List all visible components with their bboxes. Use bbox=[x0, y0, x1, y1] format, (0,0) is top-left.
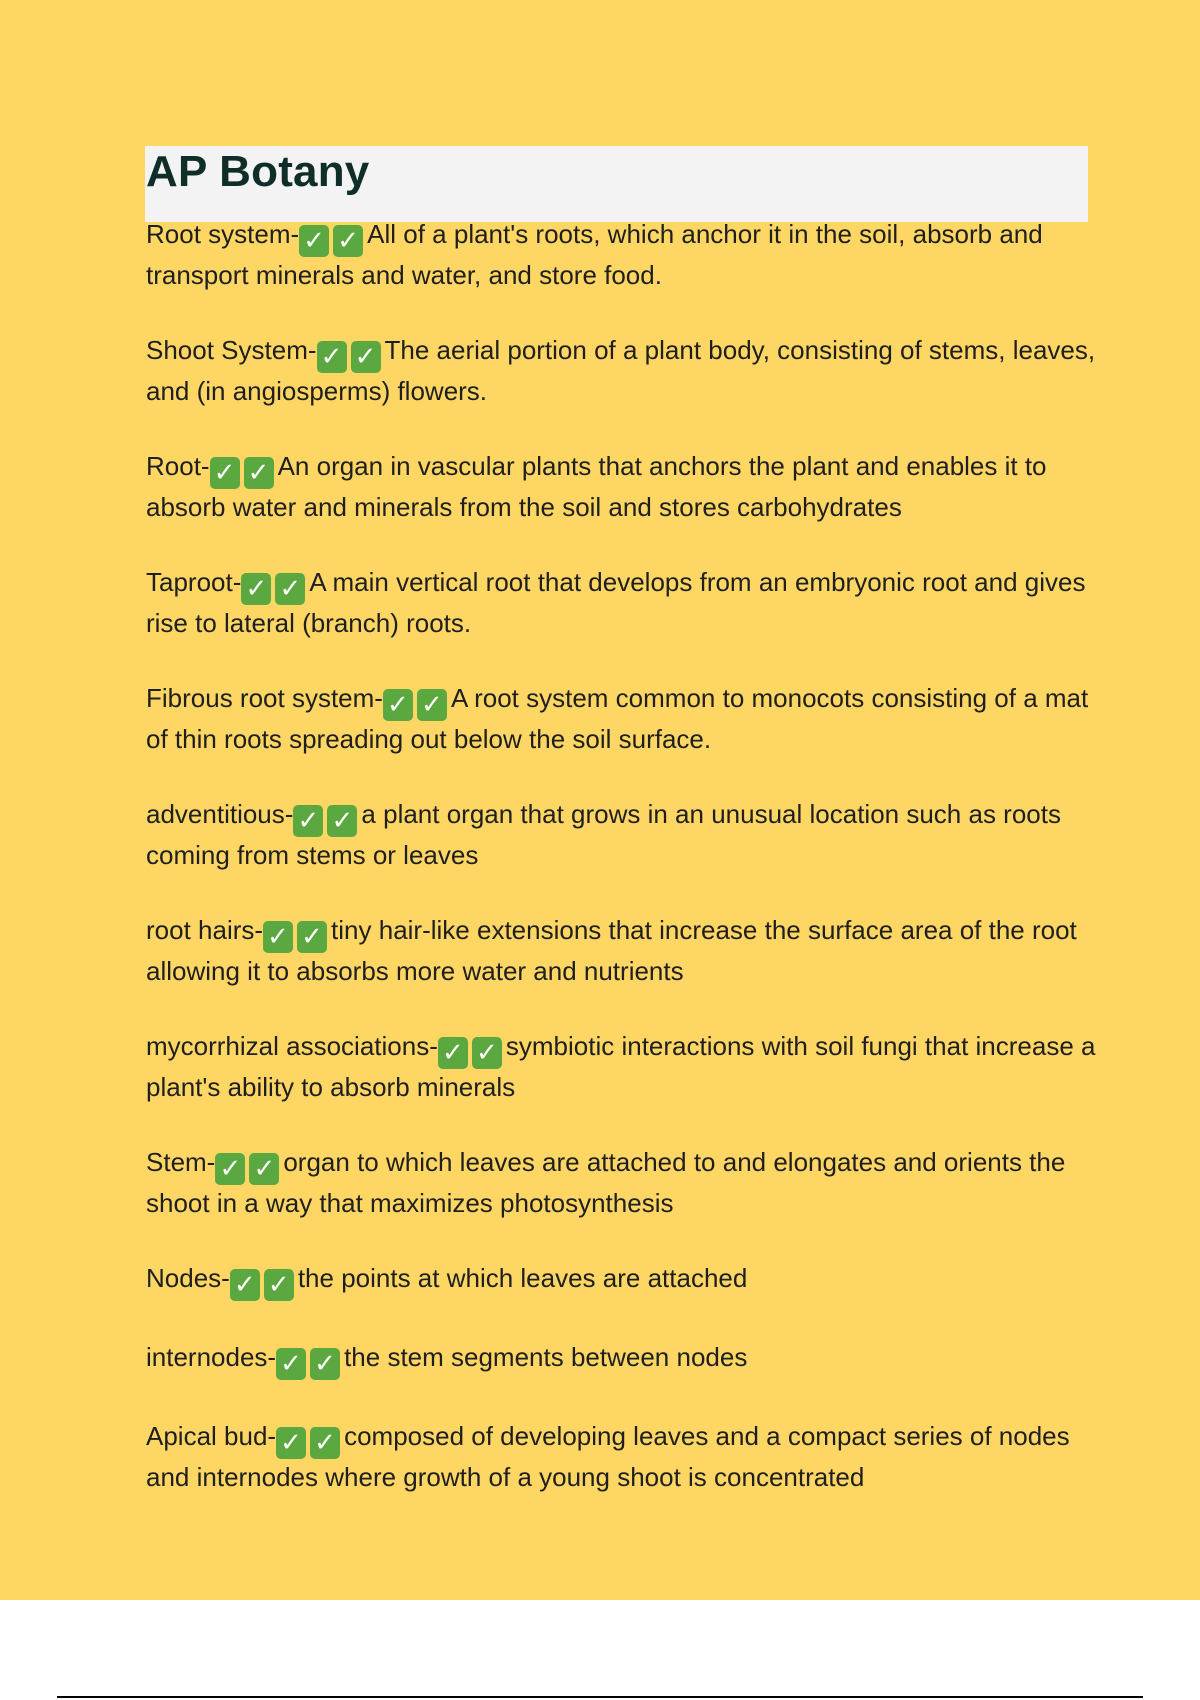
document-title: AP Botany bbox=[146, 147, 370, 196]
check-mark-icon: ✓ bbox=[383, 689, 413, 721]
term-label: Apical bud- bbox=[146, 1421, 277, 1451]
term-label: mycorrhizal associations- bbox=[146, 1031, 438, 1061]
check-mark-icon: ✓ bbox=[210, 457, 240, 489]
term-label: internodes- bbox=[146, 1342, 277, 1372]
term-entry bbox=[146, 1144, 1096, 1222]
footer-divider bbox=[57, 1696, 1143, 1698]
check-mark-icon: ✓ bbox=[438, 1037, 468, 1069]
term-label: adventitious- bbox=[146, 799, 294, 829]
term-entry bbox=[146, 912, 1096, 990]
check-mark-icon: ✓ bbox=[276, 1348, 306, 1380]
term-definition: The aerial portion of a plant body, consisting of stems, leaves, and (in angiosperms) flowers. bbox=[146, 335, 1096, 406]
term-entry bbox=[146, 1339, 1096, 1380]
check-mark-icon: ✓ bbox=[310, 1348, 340, 1380]
term-definition: the stem segments between nodes bbox=[344, 1342, 748, 1372]
check-mark-icon: ✓ bbox=[276, 1427, 306, 1459]
check-mark-icon: ✓ bbox=[293, 805, 323, 837]
term-definition: A main vertical root that develops from an embryonic root and gives rise to lateral (branch) roots. bbox=[146, 567, 1086, 638]
check-mark-icon: ✓ bbox=[230, 1269, 260, 1301]
check-mark-icon: ✓ bbox=[333, 225, 363, 257]
check-mark-icon: ✓ bbox=[249, 1153, 279, 1185]
check-mark-icon: ✓ bbox=[263, 921, 293, 953]
term-entry bbox=[146, 216, 1096, 294]
check-mark-icon: ✓ bbox=[472, 1037, 502, 1069]
term-definition: symbiotic interactions with soil fungi that increase a plant's ability to absorb minerals bbox=[146, 1031, 1096, 1102]
term-definition: a plant organ that grows in an unusual location such as roots coming from stems or leaves bbox=[146, 799, 1061, 870]
term-label: Root system- bbox=[146, 219, 300, 249]
term-definition: composed of developing leaves and a compact series of nodes and internodes where growth of a young shoot is concentrated bbox=[146, 1421, 1070, 1492]
term-entry bbox=[146, 448, 1096, 526]
term-definition: An organ in vascular plants that anchors the plant and enables it to absorb water and minerals from the soil and stores carbohydrates bbox=[146, 451, 1047, 522]
term-entry bbox=[146, 332, 1096, 410]
term-definition: A root system common to monocots consisting of a mat of thin roots spreading out below the soil surface. bbox=[146, 683, 1089, 754]
check-mark-icon: ✓ bbox=[215, 1153, 245, 1185]
term-entry bbox=[146, 564, 1096, 642]
term-entry bbox=[146, 1418, 1096, 1496]
check-mark-icon: ✓ bbox=[417, 689, 447, 721]
check-mark-icon: ✓ bbox=[351, 341, 381, 373]
check-mark-icon: ✓ bbox=[310, 1427, 340, 1459]
term-label: Nodes- bbox=[146, 1263, 230, 1293]
term-entry bbox=[146, 796, 1096, 874]
term-definition: the points at which leaves are attached bbox=[297, 1263, 748, 1293]
term-list bbox=[146, 216, 1096, 1534]
term-definition: tiny hair-like extensions that increase the surface area of the root allowing it to absorbs more water and nutrients bbox=[146, 915, 1077, 986]
check-mark-icon: ✓ bbox=[297, 921, 327, 953]
term-entry bbox=[146, 680, 1096, 758]
term-definition: All of a plant's roots, which anchor it in the soil, absorb and transport minerals and water, and store food. bbox=[146, 219, 1043, 290]
check-mark-icon: ✓ bbox=[241, 573, 271, 605]
check-mark-icon: ✓ bbox=[317, 341, 347, 373]
term-definition: organ to which leaves are attached to and elongates and orients the shoot in a way that maximizes photosynthesis bbox=[146, 1147, 1066, 1218]
term-label: root hairs- bbox=[146, 915, 264, 945]
term-label: Taproot- bbox=[146, 567, 242, 597]
check-mark-icon: ✓ bbox=[299, 225, 329, 257]
check-mark-icon: ✓ bbox=[275, 573, 305, 605]
check-mark-icon: ✓ bbox=[264, 1269, 294, 1301]
term-label: Stem- bbox=[146, 1147, 216, 1177]
check-mark-icon: ✓ bbox=[244, 457, 274, 489]
term-label: Root- bbox=[146, 451, 210, 481]
term-label: Shoot System- bbox=[146, 335, 317, 365]
term-label: Fibrous root system- bbox=[146, 683, 383, 713]
term-entry bbox=[146, 1260, 1096, 1301]
check-mark-icon: ✓ bbox=[327, 805, 357, 837]
term-entry bbox=[146, 1028, 1096, 1106]
